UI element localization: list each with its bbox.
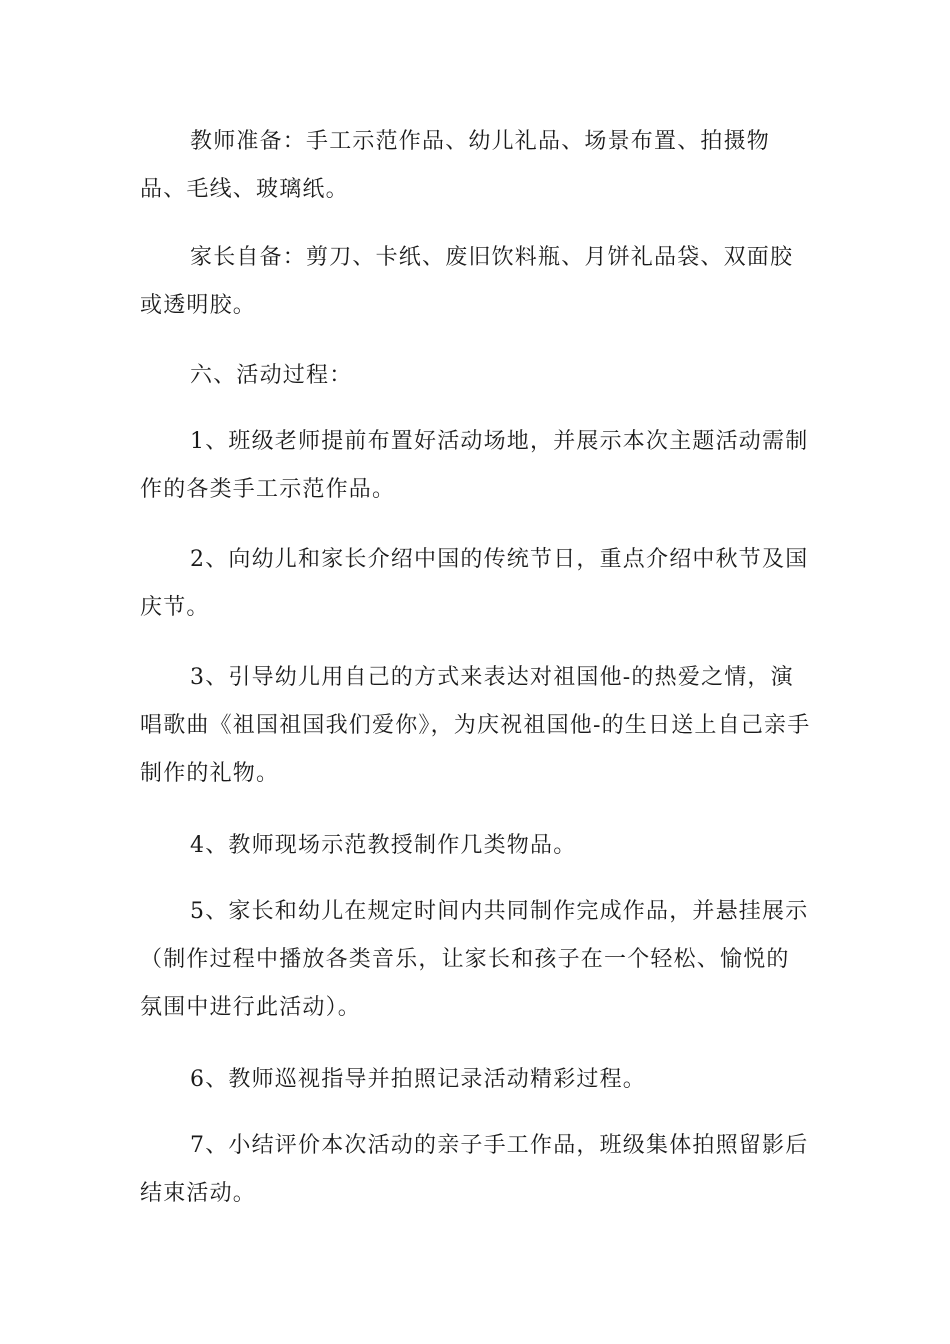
paragraph-step-3: 3、引导幼儿用自己的方式来表达对祖国他-的热爱之情，演唱歌曲《祖国祖国我们爱你》，为庆祝祖国他-的生日送上自己亲手制作的礼物。 [140,665,811,786]
paragraph-step-4: 4、教师现场示范教授制作几类物品。 [190,833,577,858]
paragraph-step-6: 6、教师巡视指导并拍照记录活动精彩过程。 [190,1067,646,1092]
paragraph-step-7: 7、小结评价本次活动的亲子手工作品，班级集体拍照留影后结束活动。 [140,1133,809,1206]
paragraph-step-1: 1、班级老师提前布置好活动场地，并展示本次主题活动需制作的各类手工示范作品。 [140,429,809,502]
paragraph-step-5: 5、家长和幼儿在规定时间内共同制作完成作品，并悬挂展示（制作过程中播放各类音乐，让家长和孩子在一个轻松、愉悦的氛围中进行此活动）。 [140,899,809,1020]
paragraph-step-2: 2、向幼儿和家长介绍中国的传统节日，重点介绍中秋节及国庆节。 [140,547,809,620]
section-heading-activity-process: 六、活动过程： [190,363,353,388]
paragraph-teacher-prep: 教师准备：手工示范作品、幼儿礼品、场景布置、拍摄物品、毛线、玻璃纸。 [140,129,771,202]
paragraph-parent-prep: 家长自备：剪刀、卡纸、废旧饮料瓶、月饼礼品袋、双面胶或透明胶。 [140,245,794,318]
